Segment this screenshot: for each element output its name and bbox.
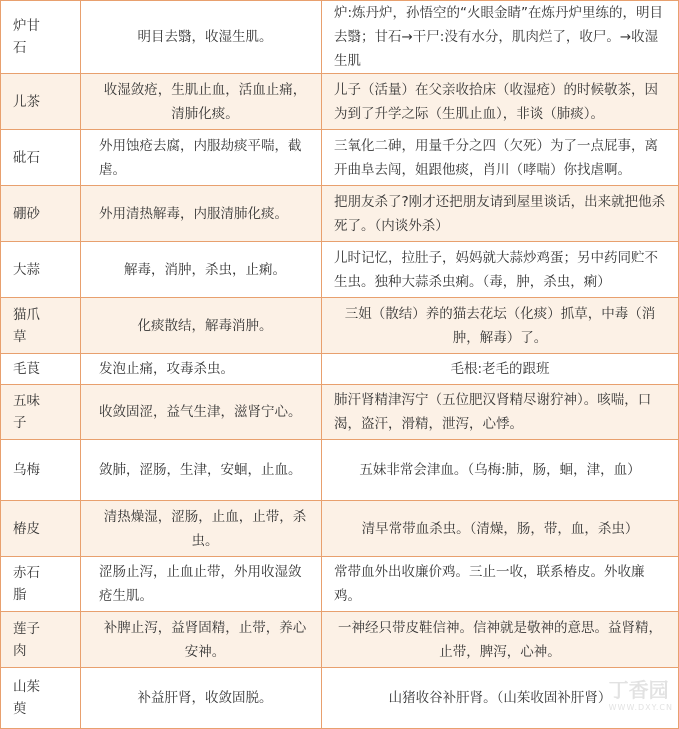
- herb-mnemonic: 儿时记忆，拉肚子，妈妈就大蒜炒鸡蛋；另中药同贮不生虫。独种大蒜杀虫痢。（毒，肿，杀虫，痢）: [322, 242, 679, 298]
- herb-effect: 收湿敛疮，生肌止血，活血止痛，清肺化痰。: [81, 74, 322, 130]
- herb-mnemonic: 常带血外出收廉价鸡。三止一收，联系椿皮。外收廉鸡。: [322, 557, 679, 612]
- herb-mnemonic: 把朋友杀了?刚才还把朋友请到屋里谈话，出来就把他杀死了。（内谈外杀）: [322, 186, 679, 242]
- table-row: [1, 354, 679, 385]
- herb-mnemonic: 毛根:老毛的跟班: [322, 354, 679, 385]
- herb-name: 莲子 肉: [1, 612, 81, 668]
- table-row: [1, 74, 679, 130]
- herb-name: 大蒜: [1, 242, 81, 298]
- herb-effect: 化痰散结，解毒消肿。: [81, 298, 322, 354]
- herb-effect: 清热燥湿，涩肠，止血，止带，杀虫。: [81, 501, 322, 557]
- herb-mnemonic: 三姐（散结）养的猫去花坛（化痰）抓草，中毒（消肿，解毒）了。: [322, 298, 679, 354]
- herb-mnemonic: 一神经只带皮鞋信神。信神就是敬神的意思。益肾精，止带，脾泻，心神。: [322, 612, 679, 668]
- table-row: [1, 130, 679, 186]
- table-row: [1, 1, 679, 74]
- table-row: [1, 186, 679, 242]
- herb-mnemonic: 肺汗肾精津泻宁（五位肥汉肾精尽谢狞神）。咳喘，口渴，盗汗，滑精，泄泻，心悸。: [322, 385, 679, 440]
- herb-name: 毛茛: [1, 354, 81, 385]
- herb-name: 乌梅: [1, 440, 81, 501]
- herb-name: 五味 子: [1, 385, 81, 440]
- herb-mnemonic: 五妹非常会津血。（乌梅:肺，肠，蛔，津，血）: [322, 440, 679, 501]
- herb-name: 砒石: [1, 130, 81, 186]
- herb-name: 儿茶: [1, 74, 81, 130]
- herb-effect: 补脾止泻，益肾固精，止带，养心安神。: [81, 612, 322, 668]
- table-row: [1, 668, 679, 729]
- herb-effect: 明目去翳，收湿生肌。: [81, 1, 322, 74]
- herb-effect: 外用蚀疮去腐，内服劫痰平喘，截虐。: [81, 130, 322, 186]
- herb-name: 椿皮: [1, 501, 81, 557]
- herb-effect: 敛肺，涩肠，生津，安蛔，止血。: [81, 440, 322, 501]
- watermark-logo: 丁香园 WWW.DXY.CN: [608, 678, 673, 712]
- herb-name: 赤石 脂: [1, 557, 81, 612]
- herb-effect: 发泡止痛，攻毒杀虫。: [81, 354, 322, 385]
- table-row: [1, 612, 679, 668]
- herb-effect: 补益肝肾，收敛固脱。: [81, 668, 322, 729]
- table-row: [1, 298, 679, 354]
- table-row: [1, 557, 679, 612]
- herb-mnemonic: 炉:炼丹炉，孙悟空的“火眼金睛”在炼丹炉里练的，明目去翳；甘石→干尸:没有水分，肌肉烂了，收尸。→收湿生肌: [322, 1, 679, 74]
- herb-mnemonic: 三氧化二砷，用量千分之四（欠死）为了一点屁事，离开曲阜去闯，姐跟他痰，肖川（哮喘）你找虐啊。: [322, 130, 679, 186]
- herb-name: 山茱 萸: [1, 668, 81, 729]
- table-row: [1, 385, 679, 440]
- table-row: [1, 242, 679, 298]
- table-row: [1, 501, 679, 557]
- herb-name: 炉甘 石: [1, 1, 81, 74]
- herb-mnemonic: 山猪收谷补肝肾。（山茱收固补肝肾）: [322, 668, 679, 729]
- herb-mnemonic: 儿子（活量）在父亲收拾床（收湿疮）的时候敬茶，因为到了升学之际（生肌止血），非谈（肺痰）。: [322, 74, 679, 130]
- herb-name: 猫爪 草: [1, 298, 81, 354]
- herb-effect: 收敛固涩，益气生津，滋肾宁心。: [81, 385, 322, 440]
- herb-mnemonic: 清早常带血杀虫。（清燥，肠，带，血，杀虫）: [322, 501, 679, 557]
- herb-effect: 解毒，消肿，杀虫，止痢。: [81, 242, 322, 298]
- herb-effect: 外用清热解毒，内服清肺化痰。: [81, 186, 322, 242]
- herb-table-body: [1, 1, 679, 729]
- herb-name: 硼砂: [1, 186, 81, 242]
- table-row: [1, 440, 679, 501]
- herb-effect: 涩肠止泻，止血止带，外用收湿敛疮生肌。: [81, 557, 322, 612]
